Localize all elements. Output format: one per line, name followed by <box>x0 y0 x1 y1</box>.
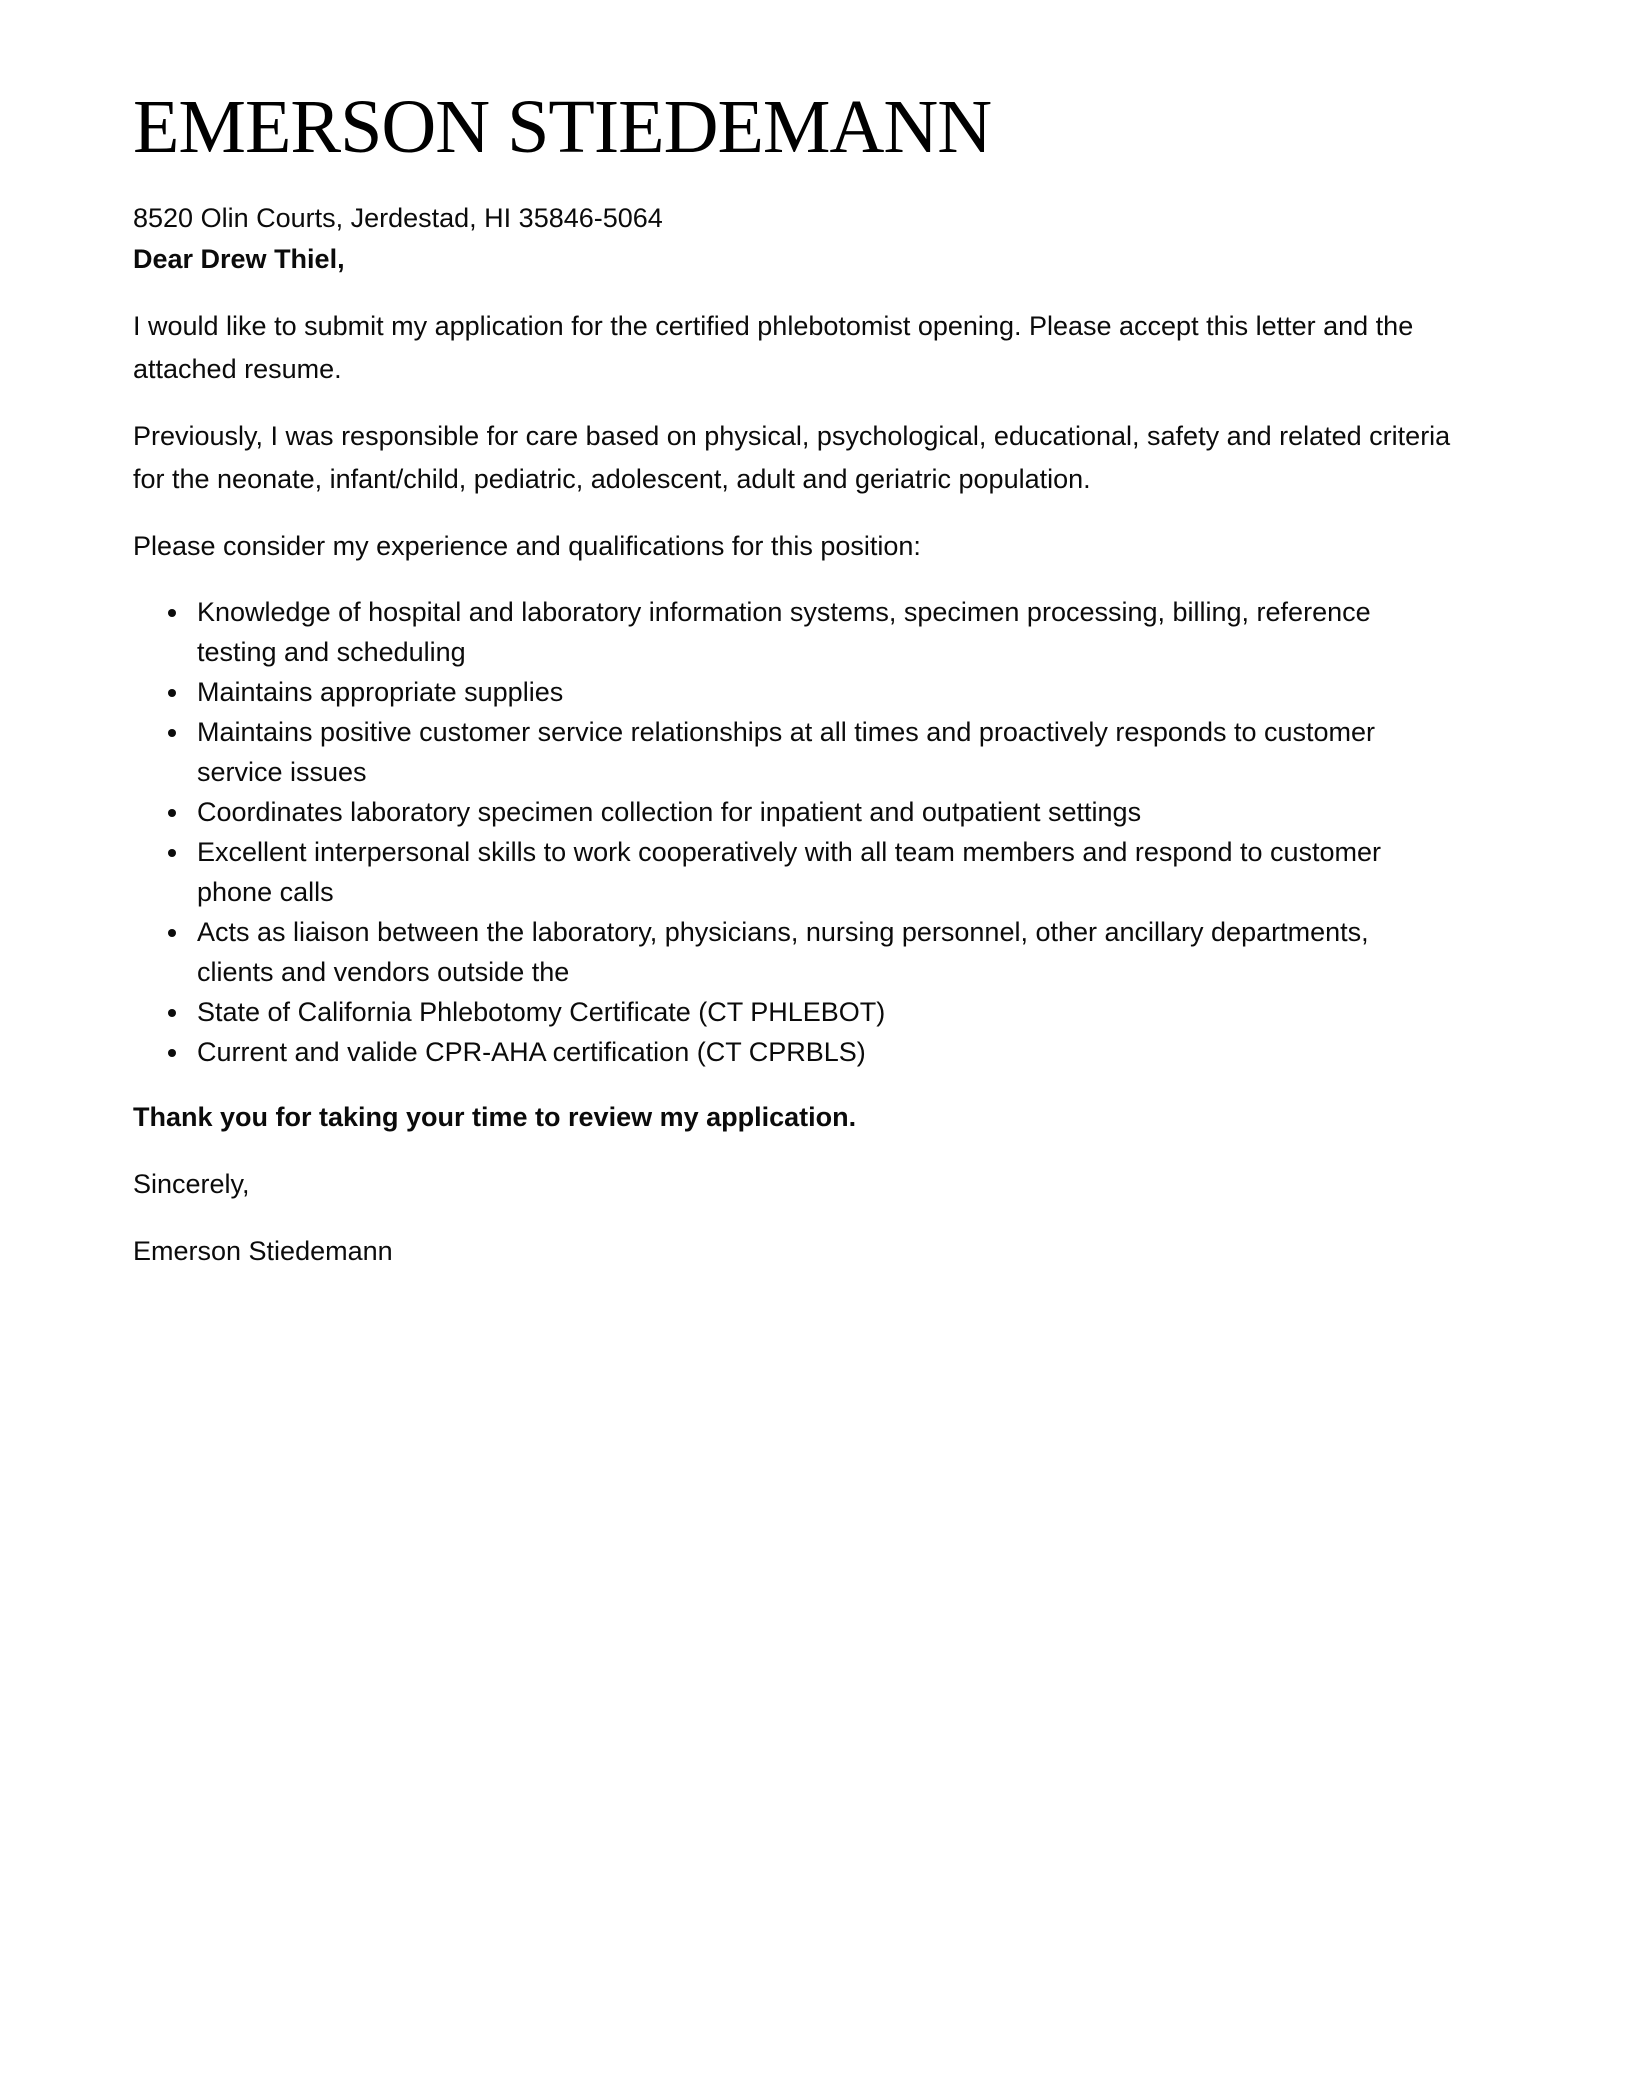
qualifications-list <box>133 592 1433 1072</box>
closing-thank-you-line: Thank you for taking your time to review my application. <box>133 1101 857 1132</box>
author-name-heading: EMERSON STIEDEMANN <box>133 85 992 169</box>
author-address: 8520 Olin Courts, Jerdestad, HI 35846-5064 <box>133 202 663 233</box>
signature-name: Emerson Stiedemann <box>133 1235 393 1266</box>
greeting-line: Dear Drew Thiel, <box>133 243 345 274</box>
experience-paragraph: Previously, I was responsible for care based on physical, psychological, educational, safety and related criteria for the neonate, infant/child, pediatric, adolescent, adult and geriatric population. <box>133 420 1451 494</box>
qualifications-lead-in: Please consider my experience and qualifications for this position: <box>133 530 921 561</box>
qualification-item: • Maintains positive customer service relationships at all times and proactively responds to customer service issues <box>191 712 1433 792</box>
qualification-item: • Coordinates laboratory specimen collection for inpatient and outpatient settings <box>191 792 1433 832</box>
qualification-item: • Knowledge of hospital and laboratory information systems, specimen processing, billing, reference testing and scheduling <box>191 592 1433 672</box>
qualification-item: • Maintains appropriate supplies <box>191 672 1433 712</box>
signoff-line: Sincerely, <box>133 1168 250 1199</box>
qualification-item: • State of California Phlebotomy Certificate (CT PHLEBOT) <box>191 992 1433 1032</box>
intro-paragraph: I would like to submit my application for the certified phlebotomist opening. Please accept this letter and the attached resume. <box>133 310 1414 384</box>
qualification-item: • Acts as liaison between the laboratory, physicians, nursing personnel, other ancillary departments, clients and vendors outside the <box>191 912 1433 992</box>
qualification-item: • Current and valide CPR-AHA certification (CT CPRBLS) <box>191 1032 1433 1072</box>
qualification-item: • Excellent interpersonal skills to work cooperatively with all team members and respond to customer phone calls <box>191 832 1433 912</box>
